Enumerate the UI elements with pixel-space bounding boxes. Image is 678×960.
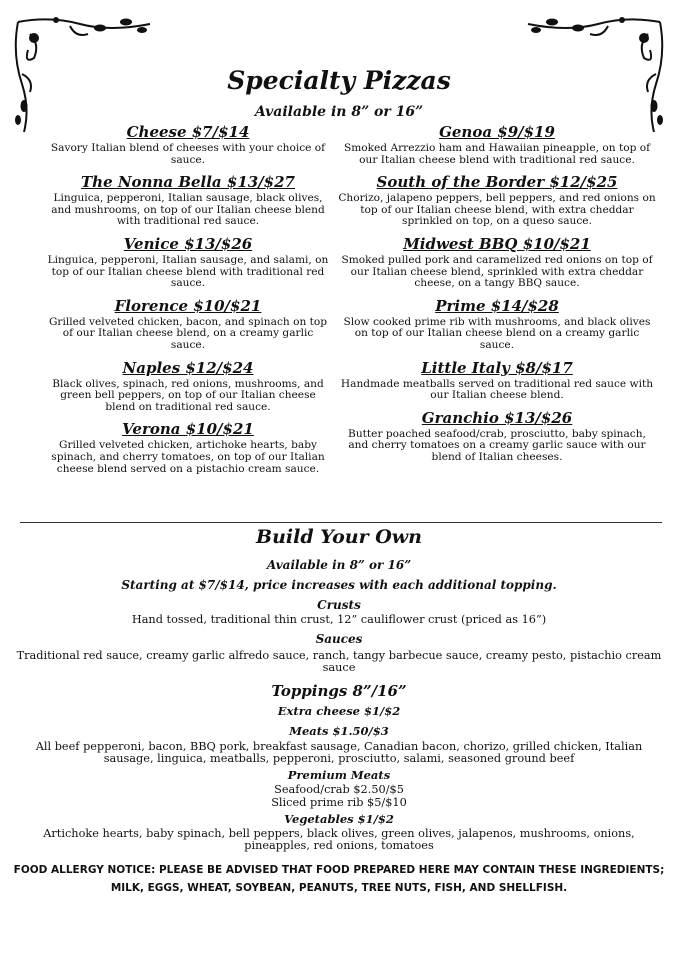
menu-item-name: Venice $13/$26 xyxy=(123,234,253,253)
menu-item-description: Linguica, pepperoni, Italian sausage, and salami, on top of our Italian cheese blend with traditional red sauce. xyxy=(47,253,329,290)
menu-item-description: Savory Italian blend of cheeses with your choice of sauce. xyxy=(50,142,326,166)
vegetables-heading: Vegetables $1/$2 xyxy=(284,812,394,826)
menu-item-name: Florence $10/$21 xyxy=(114,296,262,315)
sauces-text: Traditional red sauce, creamy garlic alfredo sauce, ranch, tangy barbecue sauce, creamy pesto, pistachio cream sauce xyxy=(16,649,662,675)
menu-item xyxy=(338,172,656,228)
allergy-notice-line-1: FOOD ALLERGY NOTICE: PLEASE BE ADVISED THAT FOOD PREPARED HERE MAY CONTAIN THESE INGREDIENTS; xyxy=(13,864,665,876)
menu-item-description: Butter poached seafood/crab, prosciutto, baby spinach, and cherry tomatoes on a creamy garlic sauce with our blend of Italian cheeses. xyxy=(348,427,646,463)
premium-meats-heading: Premium Meats xyxy=(287,768,391,782)
menu-item xyxy=(44,172,332,228)
premium-meats-line-1: Seafood/crab $2.50/$5 xyxy=(274,783,404,796)
allergy-notice-line-2: MILK, EGGS, WHEAT, SOYBEAN, PEANUTS, TREE NUTS, FISH, AND SHELLFISH. xyxy=(110,882,568,894)
menu-item-description: Smoked Arrezzio ham and Hawaiian pineapple, on top of our Italian cheese blend with traditional red sauce. xyxy=(343,142,651,166)
crusts-heading: Crusts xyxy=(317,598,361,612)
specialty-column-right xyxy=(338,122,656,470)
menu-item-name: Verona $10/$21 xyxy=(122,420,254,439)
byo-pricing: Starting at $7/$14, price increases with each additional topping. xyxy=(121,578,557,592)
crusts-text: Hand tossed, traditional thin crust, 12” cauliflower crust (priced as 16”) xyxy=(131,613,547,626)
menu-item xyxy=(338,358,656,402)
menu-item-description: Handmade meatballs served on traditional red sauce with our Italian cheese blend. xyxy=(340,377,654,402)
meats-heading: Meats $1.50/$3 xyxy=(289,724,389,738)
menu-item-description: Slow cooked prime rib with mushrooms, and black olives on top of our Italian cheese blend on a creamy garlic sauce. xyxy=(343,315,651,351)
specialty-column-left xyxy=(44,122,332,481)
menu-item-description: Linguica, pepperoni, Italian sausage, black olives, and mushrooms, on top of our Italian cheese blend with traditional red sauce. xyxy=(51,192,325,228)
menu-item xyxy=(44,122,332,166)
page-subtitle: Available in 8” or 16” xyxy=(254,104,424,120)
menu-item xyxy=(44,358,332,414)
menu-item-description: Chorizo, jalapeno peppers, bell peppers, and red onions on top of our Italian cheese blend, with extra cheddar sprinkled on top, on a queso sauce. xyxy=(338,192,656,228)
menu-item-name: Little Italy $8/$17 xyxy=(421,358,573,377)
vegetables-text: Artichoke hearts, baby spinach, bell peppers, black olives, green olives, jalapenos, mushrooms, onions, pineapples, red onions, tomatoes xyxy=(43,827,635,853)
menu-item-description: Grilled velveted chicken, artichoke hearts, baby spinach, and cherry tomatoes, on top of our Italian cheese blend served on a pistachio cream sauce. xyxy=(51,439,325,475)
menu-item-name: Cheese $7/$14 xyxy=(126,123,250,141)
menu-item xyxy=(44,419,332,475)
menu-item xyxy=(338,234,656,290)
menu-item xyxy=(338,296,656,352)
menu-item-name: Granchio $13/$26 xyxy=(421,408,573,427)
menu-item-description: Grilled velveted chicken, bacon, and spinach on top of our Italian cheese blend, on a creamy garlic sauce. xyxy=(48,315,328,351)
byo-availability: Available in 8” or 16” xyxy=(266,558,412,572)
menu-item xyxy=(44,296,332,352)
menu-item-name: Naples $12/$24 xyxy=(122,358,254,377)
menu-item-description: Black olives, spinach, red onions, mushrooms, and green bell peppers, on top of our Italian cheese blend on traditional red sauce. xyxy=(52,377,324,413)
sauces-heading: Sauces xyxy=(315,632,363,646)
build-your-own-title: Build Your Own xyxy=(256,526,422,548)
menu-item-name: Genoa $9/$19 xyxy=(439,123,555,141)
menu-item-name: South of the Border $12/$25 xyxy=(376,173,618,192)
meats-text: All beef pepperoni, bacon, BBQ pork, breakfast sausage, Canadian bacon, chorizo, grilled chicken, Italian sausage, linguica, meatballs, pepperoni, prosciutto, salami, seasoned ground beef xyxy=(35,740,643,766)
premium-meats-line-2: Sliced prime rib $5/$10 xyxy=(271,796,407,809)
menu-item xyxy=(338,408,656,464)
menu-item-description: Smoked pulled pork and caramelized red onions on top of our Italian cheese blend, sprinkled with extra cheddar cheese, on a tangy BBQ sauce. xyxy=(341,253,653,290)
menu-item xyxy=(44,234,332,290)
menu-item xyxy=(338,122,656,166)
extra-cheese-line: Extra cheese $1/$2 xyxy=(277,704,401,718)
page-title: Specialty Pizzas xyxy=(227,66,451,95)
toppings-heading: Toppings 8”/16” xyxy=(271,682,407,700)
menu-item-name: The Nonna Bella $13/$27 xyxy=(81,173,295,192)
section-divider xyxy=(20,522,662,523)
menu-item-name: Prime $14/$28 xyxy=(435,296,559,315)
menu-item-name: Midwest BBQ $10/$21 xyxy=(403,234,591,253)
